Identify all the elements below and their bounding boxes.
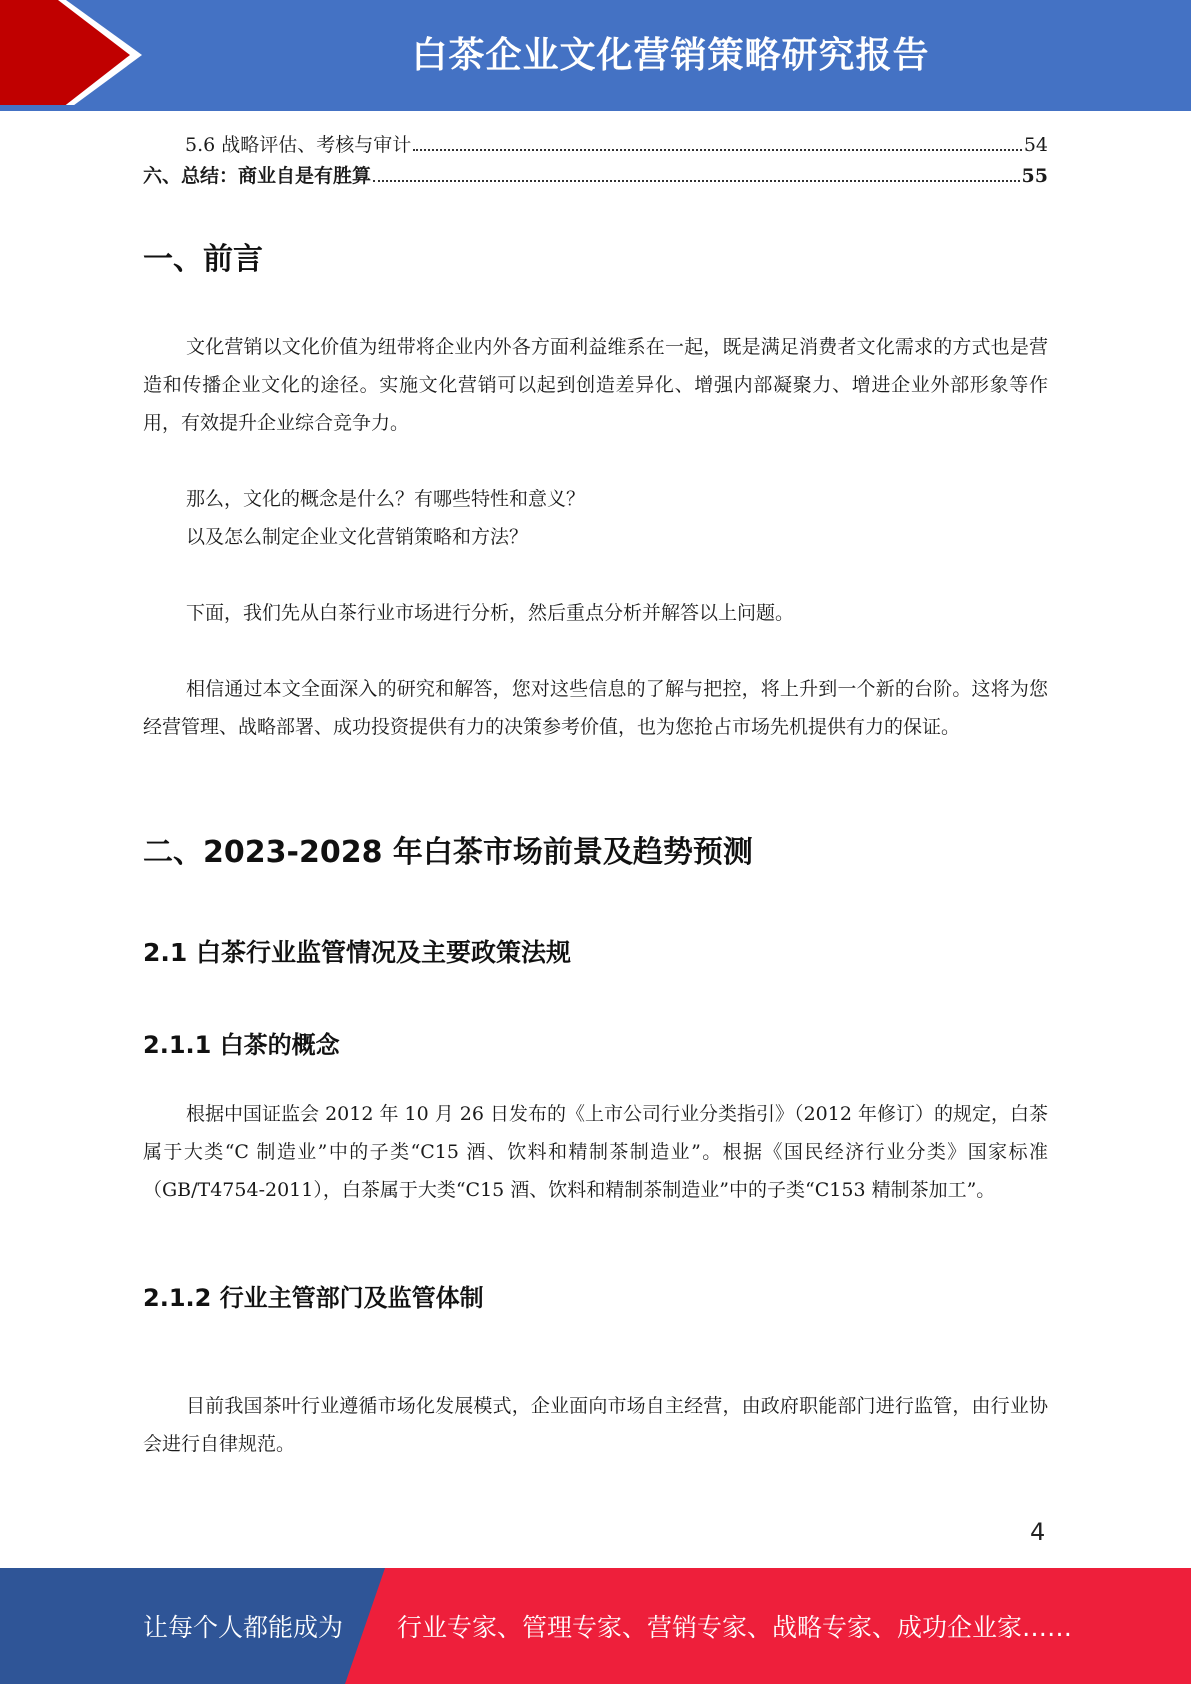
subsection-heading: 2.1 白茶行业监管情况及主要政策法规 [143, 938, 571, 967]
section-heading-preface: 一、前言 [143, 242, 263, 277]
header-title: 白茶企业文化营销策略研究报告 [411, 35, 930, 76]
toc-entry-label: 5.6 战略评估、考核与审计 [185, 134, 412, 156]
paragraph: 相信通过本文全面深入的研究和解答，您对这些信息的了解与把控，将上升到一个新的台阶。这将为您经营管理、战略部署、成功投资提供有力的决策参考价值，也为您抢占市场先机提供有力的保证。 [143, 678, 1048, 738]
toc-leader-dots [373, 180, 1020, 182]
paragraph: 下面，我们先从白茶行业市场进行分析，然后重点分析并解答以上问题。 [186, 602, 795, 624]
paragraph: 根据中国证监会 2012 年 10 月 26 日发布的《上市公司行业分类指引》（2012 年修订）的规定，白茶属于大类“C 制造业”中的子类“C15 酒、饮料和精制茶制造业”。根据《国民经济行业分类》国家标准（GB/T4754-2011），白茶属于大类“C15 酒、饮料和精制茶制造业”中的子类“C153 精制茶加工”。 [143, 1103, 1048, 1201]
footer-slogan-right: 行业专家、管理专家、营销专家、战略专家、成功企业家…… [397, 1613, 1073, 1642]
paragraph: 以及怎么制定企业文化营销策略和方法？ [186, 526, 529, 548]
paragraph: 文化营销以文化价值为纽带将企业内外各方面利益维系在一起，既是满足消费者文化需求的方式也是营造和传播企业文化的途径。实施文化营销可以起到创造差异化、增强内部凝聚力、增进企业外部形象等作用，有效提升企业综合竞争力。 [143, 336, 1048, 434]
toc-entry-page: 54 [1023, 134, 1048, 156]
subsection-heading: 2.1.1 白茶的概念 [143, 1031, 340, 1059]
toc-entry[interactable] [185, 130, 1048, 157]
page-footer [0, 1568, 1191, 1684]
page-number: 4 [1030, 1518, 1046, 1546]
toc-entry-label: 六、总结：商业自是有胜算 [143, 165, 372, 187]
section-heading-market: 二、2023-2028 年白茶市场前景及趋势预测 [143, 835, 753, 870]
footer-slogan-left: 让每个人都能成为 [143, 1613, 344, 1642]
toc-entry[interactable] [143, 161, 1048, 188]
paragraph: 那么，文化的概念是什么？有哪些特性和意义？ [186, 488, 586, 510]
subsection-heading: 2.1.2 行业主管部门及监管体制 [143, 1284, 484, 1312]
toc-entry-page: 55 [1021, 165, 1048, 187]
paragraph: 目前我国茶叶行业遵循市场化发展模式，企业面向市场自主经营，由政府职能部门进行监管，由行业协会进行自律规范。 [143, 1395, 1048, 1455]
page-header [0, 0, 1191, 111]
toc-leader-dots [413, 149, 1022, 151]
